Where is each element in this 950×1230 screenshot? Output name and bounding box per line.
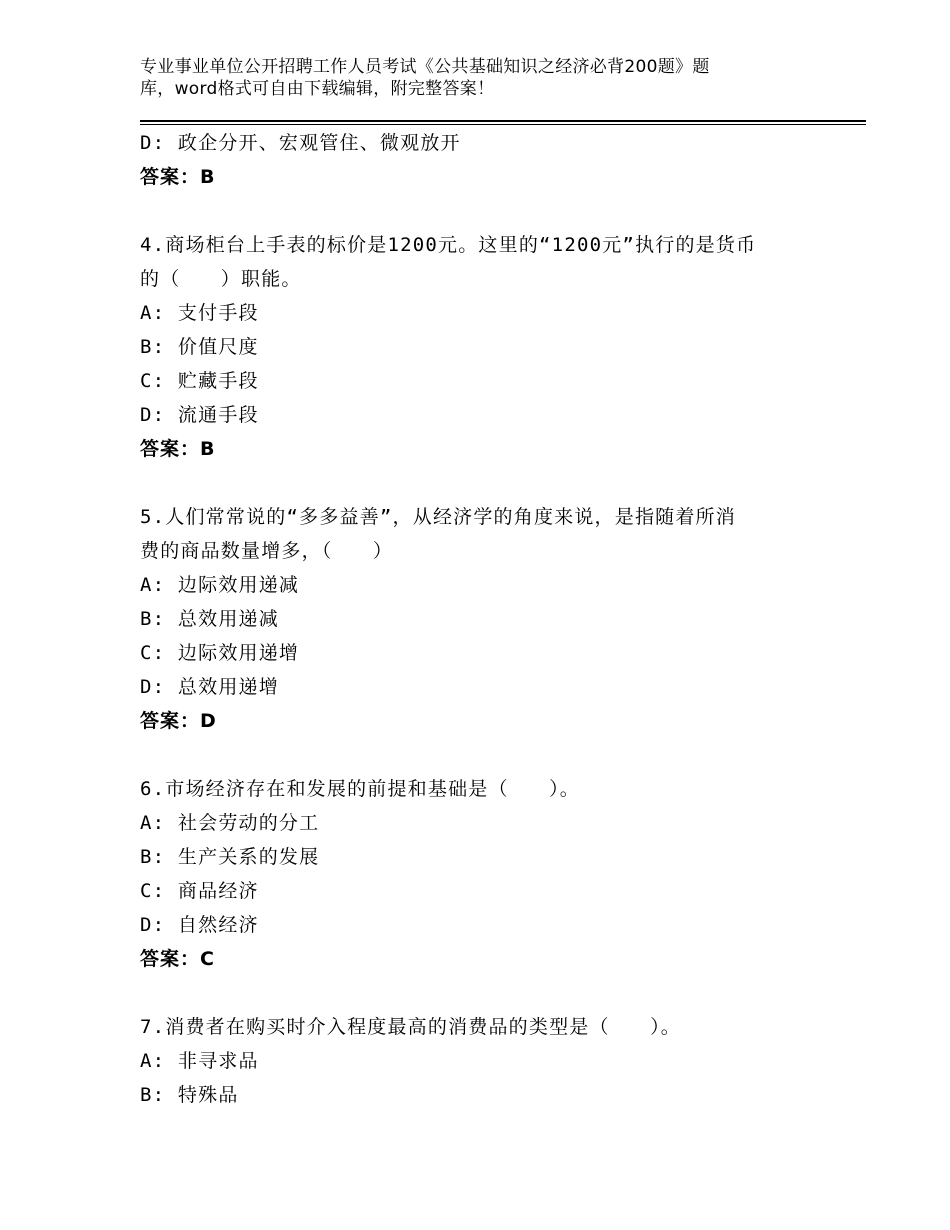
option-d: D: 流通手段 bbox=[140, 404, 259, 426]
spacer bbox=[140, 976, 820, 1010]
document-header bbox=[140, 56, 780, 100]
option-a: A: 边际效用递减 bbox=[140, 574, 300, 596]
option-d: D: 总效用递增 bbox=[140, 676, 279, 698]
question-list bbox=[140, 126, 820, 1112]
option-b: B: 特殊品 bbox=[140, 1084, 239, 1106]
option-a: A: 支付手段 bbox=[140, 302, 259, 324]
question-stem: 4.商场柜台上手表的标价是1200元。这里的“1200元”执行的是货币 bbox=[140, 234, 757, 256]
option-a: A: 社会劳动的分工 bbox=[140, 812, 320, 834]
option-c: C: 边际效用递增 bbox=[140, 642, 300, 664]
option-d: D: 政企分开、宏观管住、微观放开 bbox=[140, 132, 461, 154]
option-b: B: 价值尺度 bbox=[140, 336, 259, 358]
option-b: B: 生产关系的发展 bbox=[140, 846, 320, 868]
header-line-1: 专业事业单位公开招聘工作人员考试《公共基础知识之经济必背200题》题 bbox=[140, 57, 710, 77]
option-c: C: 商品经济 bbox=[140, 880, 259, 902]
option-b: B: 总效用递减 bbox=[140, 608, 279, 630]
option-d: D: 自然经济 bbox=[140, 914, 259, 936]
answer-label: 答案：C bbox=[140, 948, 215, 970]
header-rule-thick bbox=[140, 120, 866, 122]
question-stem: 7.消费者在购买时介入程度最高的消费品的类型是（ ）。 bbox=[140, 1016, 681, 1038]
spacer bbox=[140, 738, 820, 772]
answer-label: 答案：D bbox=[140, 710, 217, 732]
question-stem-cont: 的（ ）职能。 bbox=[140, 268, 302, 290]
question-stem-cont: 费的商品数量增多，（ ） bbox=[140, 540, 394, 562]
question-stem: 6.市场经济存在和发展的前提和基础是（ ）。 bbox=[140, 778, 580, 800]
header-rule-thin bbox=[140, 124, 866, 125]
question-stem: 5.人们常常说的“多多益善”，从经济学的角度来说，是指随着所消 bbox=[140, 506, 736, 528]
option-c: C: 贮藏手段 bbox=[140, 370, 259, 392]
answer-label: 答案：B bbox=[140, 438, 216, 460]
answer-label: 答案：B bbox=[140, 166, 216, 188]
header-line-2: 库，word格式可自由下载编辑，附完整答案！ bbox=[140, 79, 495, 99]
spacer bbox=[140, 466, 820, 500]
option-a: A: 非寻求品 bbox=[140, 1050, 259, 1072]
spacer bbox=[140, 194, 820, 228]
